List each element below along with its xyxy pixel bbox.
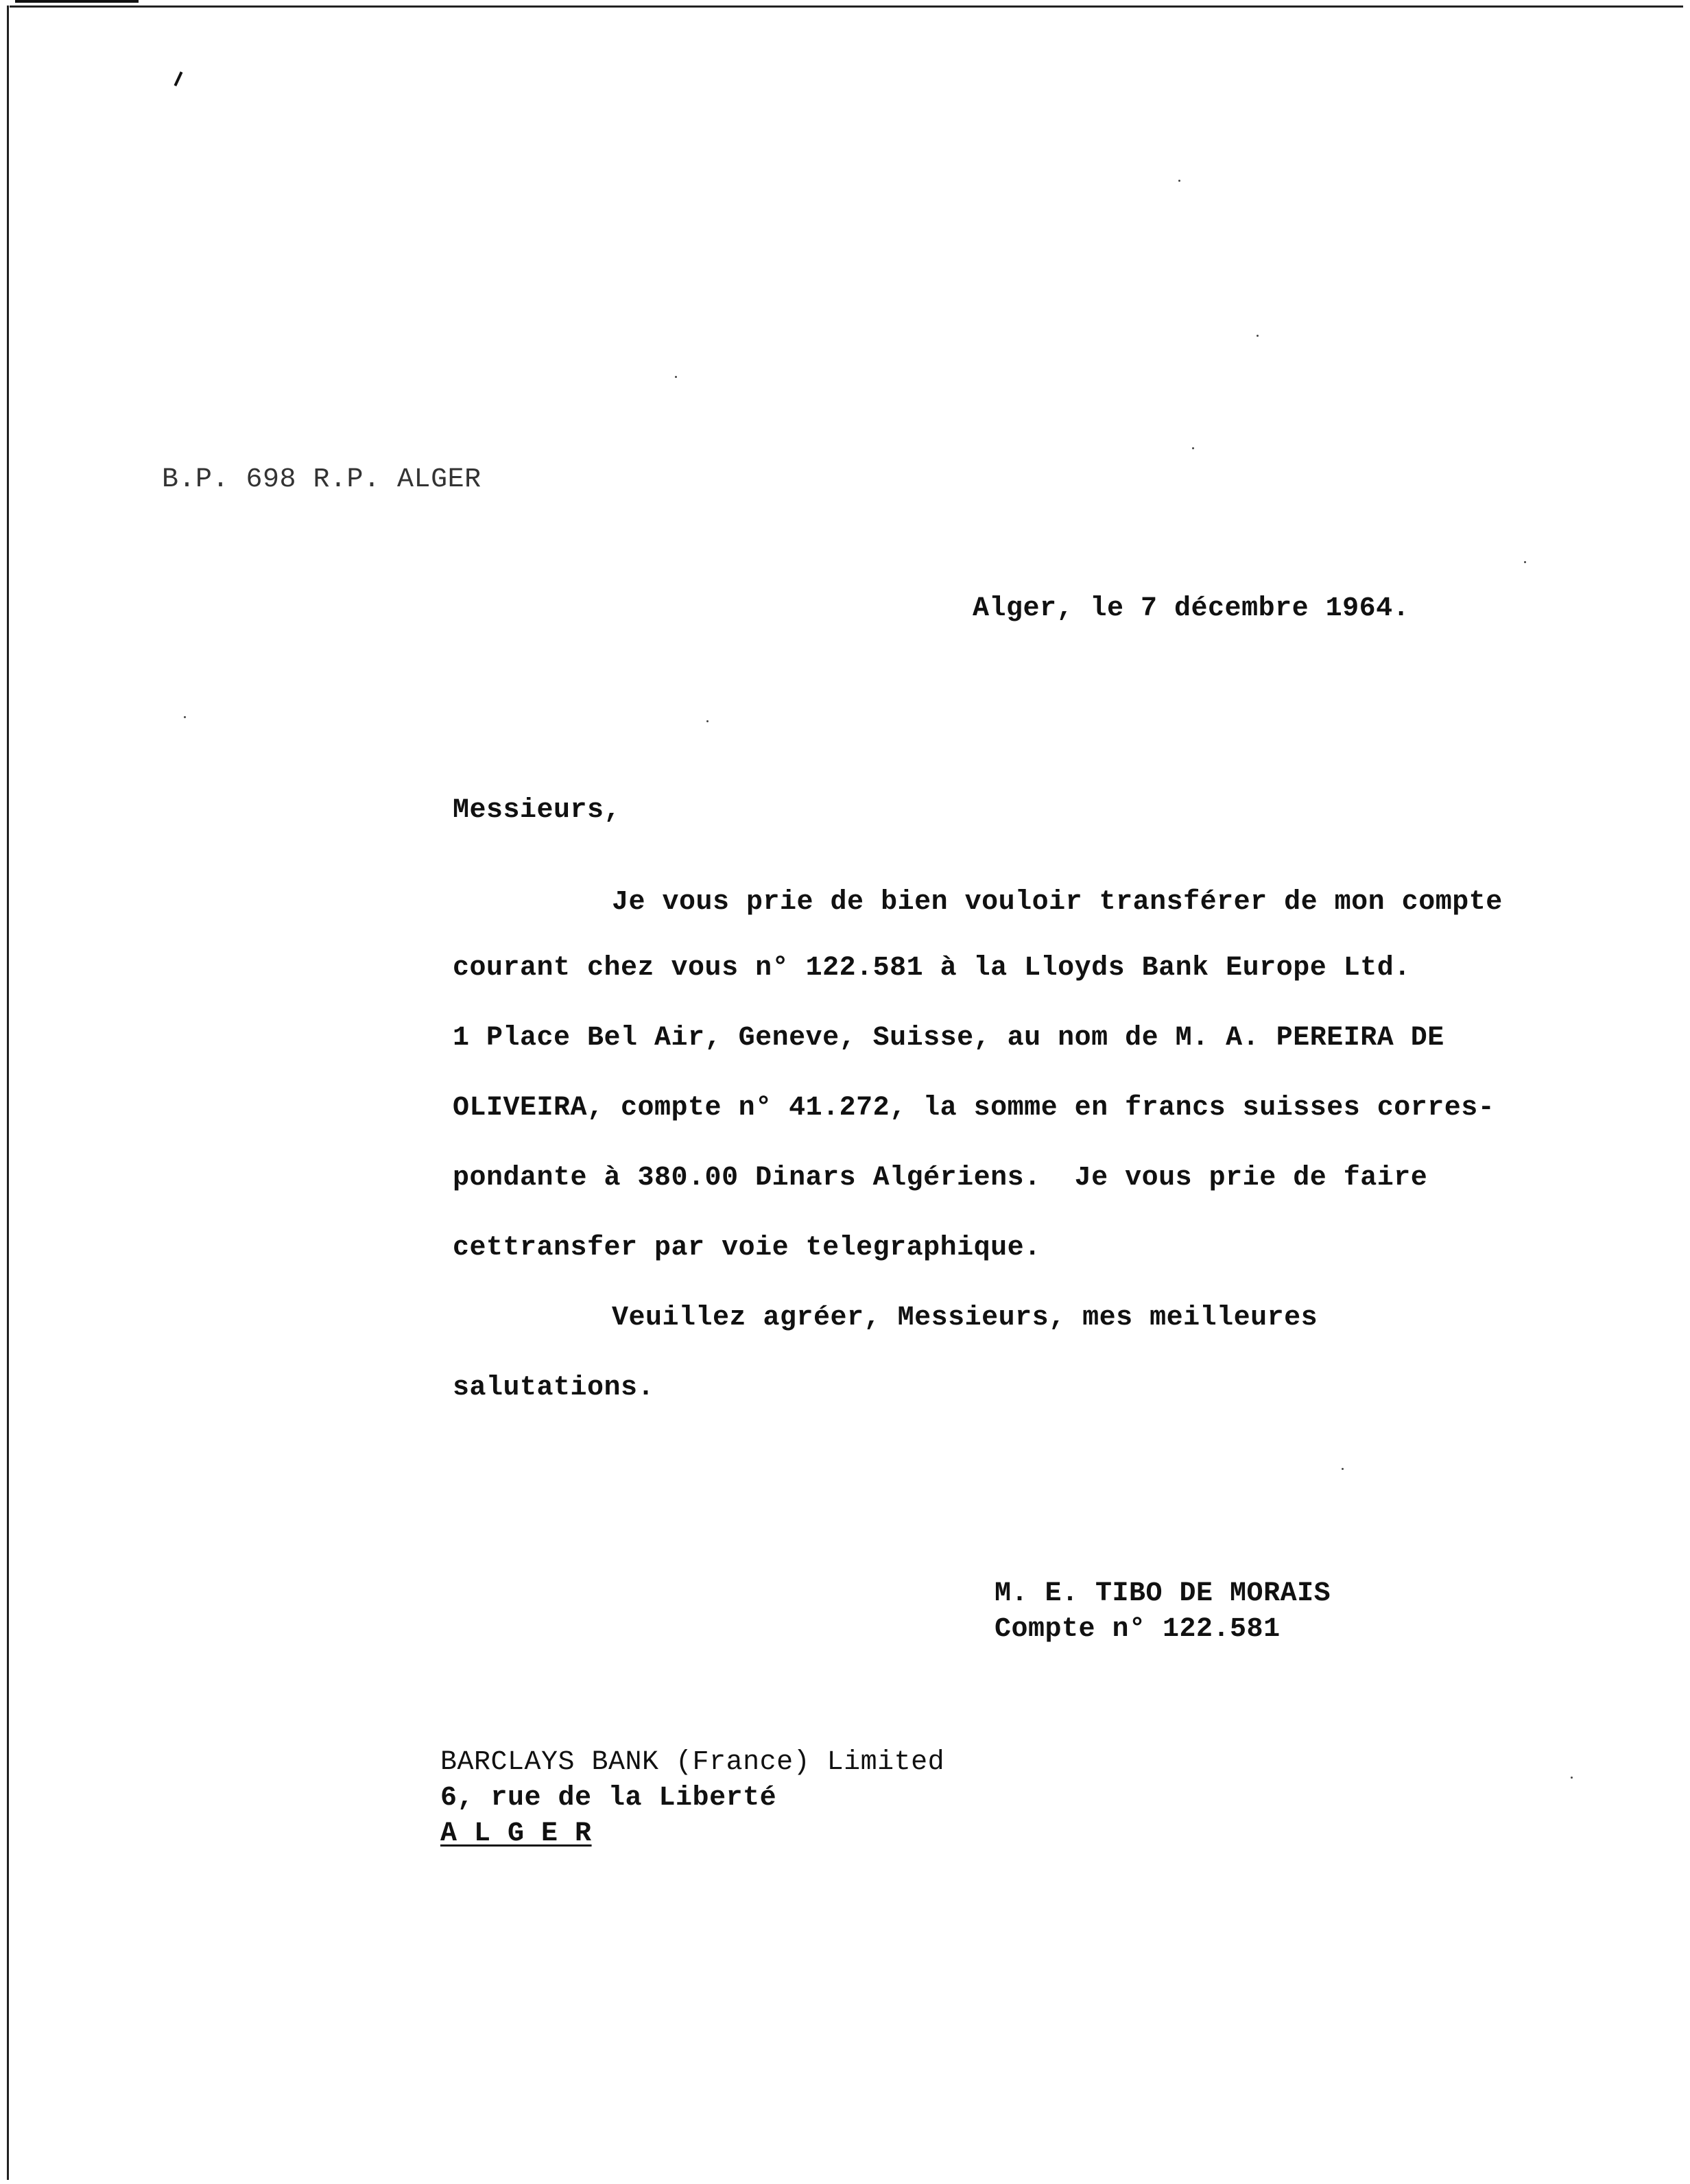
corner-mark bbox=[15, 0, 139, 3]
scan-speck bbox=[184, 716, 186, 718]
scan-speck bbox=[1342, 1468, 1344, 1470]
scan-speck bbox=[1178, 180, 1180, 182]
body-line: OLIVEIRA, compte n° 41.272, la somme en francs suisses corres- bbox=[453, 1093, 1495, 1124]
scan-speck bbox=[1524, 561, 1526, 563]
body-line: cettransfer par voie telegraphique. bbox=[453, 1233, 1041, 1263]
closing-line: Veuillez agréer, Messieurs, mes meilleures bbox=[612, 1303, 1318, 1333]
scan-speck bbox=[1571, 1777, 1573, 1779]
body-line: 1 Place Bel Air, Geneve, Suisse, au nom de M. A. PEREIRA DE bbox=[453, 1023, 1444, 1054]
signature-name: M. E. TIBO DE MORAIS bbox=[995, 1578, 1331, 1609]
letter-date: Alger, le 7 décembre 1964. bbox=[973, 593, 1410, 624]
recipient-line-1: BARCLAYS BANK (France) Limited bbox=[440, 1747, 945, 1778]
body-line: courant chez vous n° 122.581 à la Lloyds Bank Europe Ltd. bbox=[453, 953, 1411, 984]
salutation: Messieurs, bbox=[453, 795, 621, 826]
pen-tick-mark bbox=[174, 71, 183, 86]
recipient-line-3: A L G E R bbox=[440, 1818, 592, 1849]
body-line: Je vous prie de bien vouloir transférer de mon compte bbox=[612, 887, 1503, 918]
scan-speck bbox=[1192, 447, 1194, 449]
body-line: pondante à 380.00 Dinars Algériens. Je vous prie de faire bbox=[453, 1163, 1428, 1194]
closing-line: salutations. bbox=[453, 1373, 655, 1403]
scan-speck bbox=[706, 720, 709, 722]
page-left-edge bbox=[7, 5, 9, 2180]
recipient-line-2: 6, rue de la Liberté bbox=[440, 1783, 777, 1814]
page-top-edge bbox=[10, 5, 1683, 8]
signature-account: Compte n° 122.581 bbox=[995, 1614, 1281, 1645]
sender-address: B.P. 698 R.P. ALGER bbox=[162, 464, 481, 495]
scan-speck bbox=[1257, 335, 1259, 337]
scan-speck bbox=[675, 376, 677, 378]
